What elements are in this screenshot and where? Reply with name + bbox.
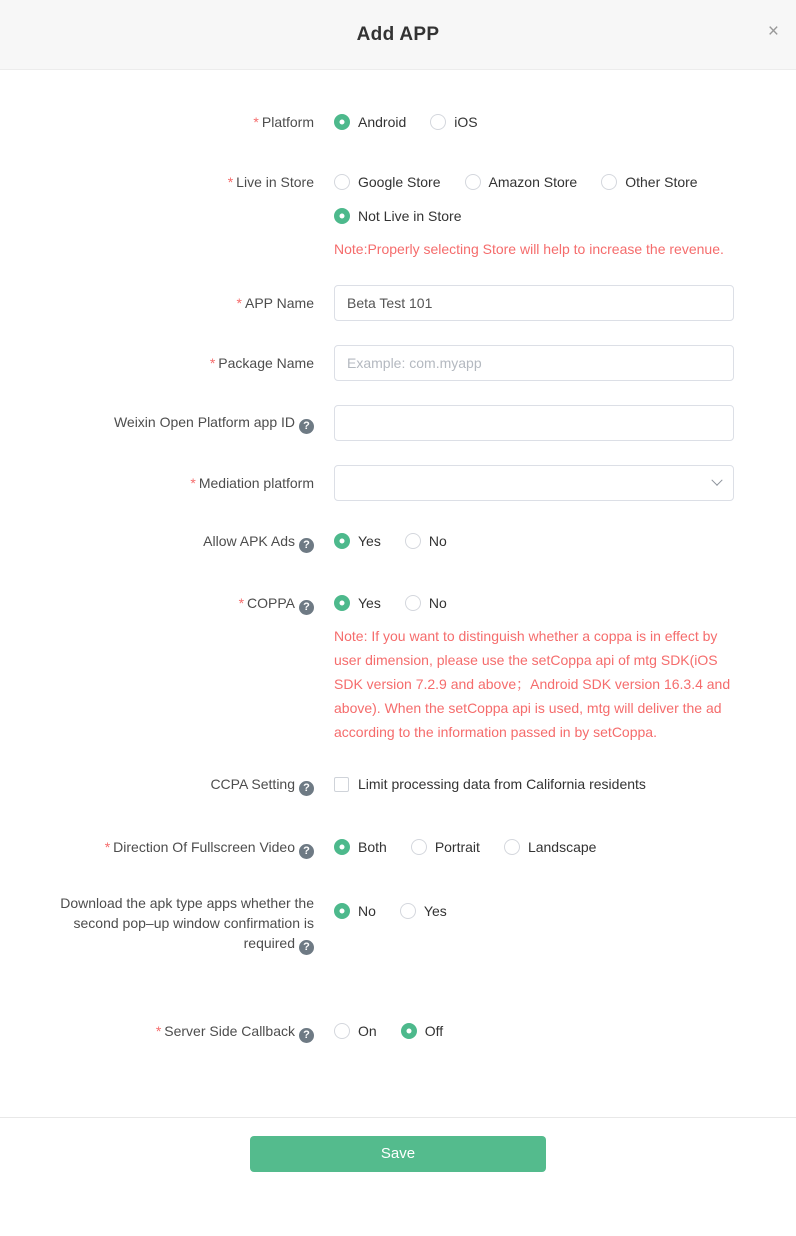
help-icon[interactable]: ? — [299, 1028, 314, 1043]
checkbox-unchecked-icon — [334, 777, 349, 792]
field-row-platform — [0, 112, 796, 132]
radio-label: Not Live in Store — [358, 208, 462, 224]
ccpa-checkbox[interactable] — [334, 774, 646, 794]
radio-label: Amazon Store — [488, 174, 578, 190]
radio-label: Google Store — [358, 174, 441, 190]
field-row-weixin-app-id — [0, 405, 796, 441]
mediation-platform-label — [0, 473, 314, 493]
radio-unchecked-icon — [411, 839, 427, 855]
coppa-radio-group — [334, 593, 754, 613]
radio-label: No — [428, 533, 447, 549]
field-label: APP Name — [245, 295, 314, 311]
field-label: Download the apk type apps whether the second pop–up window confirmation is required — [60, 894, 314, 951]
field-row-app-name — [0, 285, 796, 321]
modal-title: Add APP — [356, 23, 440, 45]
radio-unchecked-icon — [334, 1023, 350, 1039]
platform-control — [334, 112, 754, 132]
radio-unchecked-icon — [465, 174, 481, 190]
help-icon[interactable]: ? — [299, 781, 314, 796]
radio-label: Yes — [358, 533, 381, 549]
radio-unchecked-icon — [400, 903, 416, 919]
radio-checked-icon — [334, 839, 350, 855]
mediation-platform-select[interactable] — [334, 465, 734, 501]
close-icon[interactable]: × — [767, 21, 779, 42]
server-callback-radio-group — [334, 1021, 754, 1041]
radio-label: Off — [424, 1022, 444, 1039]
radio-other-store[interactable] — [601, 172, 697, 192]
radio-checked-icon — [334, 903, 350, 919]
radio-direction-portrait[interactable] — [411, 837, 480, 857]
field-label: Allow APK Ads — [203, 533, 295, 549]
save-button[interactable]: Save — [250, 1136, 546, 1172]
radio-label: Android — [358, 114, 407, 130]
weixin-app-id-control — [334, 405, 754, 441]
radio-server-callback-off[interactable] — [401, 1021, 443, 1041]
radio-apk-confirm-yes[interactable] — [400, 901, 447, 921]
field-label: Platform — [261, 114, 314, 130]
allow-apk-ads-radio-group — [334, 531, 754, 551]
radio-direction-landscape[interactable] — [504, 837, 597, 857]
required-asterisk: * — [190, 475, 196, 491]
field-row-coppa — [0, 593, 796, 744]
radio-google-store[interactable] — [334, 172, 441, 192]
radio-coppa-yes[interactable] — [334, 593, 381, 613]
radio-coppa-no[interactable] — [405, 593, 447, 613]
required-asterisk: * — [238, 595, 245, 611]
package-name-control — [334, 345, 754, 381]
radio-not-live-in-store[interactable] — [334, 206, 462, 226]
allow-apk-ads-control — [334, 531, 754, 551]
radio-amazon-store[interactable] — [465, 172, 578, 192]
ccpa-setting-control — [334, 774, 754, 797]
app-name-input[interactable] — [334, 285, 734, 321]
required-asterisk: * — [155, 1022, 162, 1039]
live-in-store-label — [0, 172, 314, 192]
radio-unchecked-icon — [334, 174, 350, 190]
radio-unchecked-icon — [430, 114, 446, 130]
package-name-input[interactable] — [334, 345, 734, 381]
help-icon[interactable]: ? — [299, 940, 314, 955]
radio-label: Landscape — [527, 838, 597, 855]
field-label: Live in Store — [236, 174, 314, 190]
modal-footer — [0, 1117, 796, 1200]
radio-label: No — [358, 902, 376, 919]
direction-label — [0, 837, 314, 859]
store-note: Note:Properly selecting Store will help to increase the revenue. — [334, 241, 724, 257]
radio-unchecked-icon — [405, 595, 421, 611]
coppa-note: Note: If you want to distinguish whether a coppa is in effect by user dimension, please use the setCoppa api of mtg SDK(iOS SDK version 7.2.9 and above；Android SDK version 16.3.4 and above). When the setCoppa api is used, mtg will deliver the ad according to the information passed in by setCoppa. — [334, 628, 731, 740]
radio-allow-apk-no[interactable] — [405, 531, 447, 551]
required-asterisk: * — [236, 295, 242, 311]
radio-label: Both — [358, 838, 387, 855]
radio-label: iOS — [454, 114, 478, 130]
help-icon[interactable]: ? — [299, 844, 314, 859]
platform-label — [0, 112, 314, 132]
package-name-label — [0, 353, 314, 373]
app-name-control — [334, 285, 754, 321]
app-name-label — [0, 293, 314, 313]
field-row-package-name — [0, 345, 796, 381]
direction-radio-group — [334, 837, 754, 857]
required-asterisk: * — [209, 355, 216, 371]
radio-android[interactable] — [334, 112, 406, 132]
help-icon[interactable]: ? — [299, 538, 314, 553]
field-label: Server Side Callback — [164, 1022, 295, 1039]
coppa-control — [334, 593, 754, 744]
radio-label: Portrait — [434, 838, 480, 855]
field-label: Direction Of Fullscreen Video — [113, 838, 295, 855]
radio-apk-confirm-no[interactable] — [334, 901, 376, 921]
help-icon[interactable]: ? — [299, 600, 314, 615]
radio-checked-icon — [334, 595, 350, 611]
field-label: Package Name — [218, 355, 314, 371]
field-row-server-callback — [0, 1021, 796, 1043]
weixin-app-id-input[interactable] — [334, 405, 734, 441]
field-row-mediation-platform — [0, 465, 796, 501]
mediation-platform-control — [334, 465, 754, 501]
required-asterisk: * — [227, 174, 234, 190]
field-row-ccpa-setting — [0, 774, 796, 797]
help-icon[interactable]: ? — [299, 419, 314, 434]
radio-direction-both[interactable] — [334, 837, 387, 857]
radio-checked-icon — [334, 208, 350, 224]
radio-ios[interactable] — [430, 112, 477, 132]
platform-radio-group — [334, 112, 754, 132]
radio-checked-icon — [401, 1023, 417, 1039]
server-callback-label — [0, 1021, 314, 1043]
required-asterisk: * — [253, 114, 259, 130]
live-in-store-control — [334, 172, 754, 261]
store-radio-group-row2 — [334, 206, 754, 226]
radio-label: Yes — [423, 902, 447, 919]
radio-label: On — [358, 1022, 377, 1039]
chevron-down-icon — [711, 475, 722, 486]
modal-header — [0, 0, 796, 70]
apk-confirm-control — [334, 893, 754, 921]
apk-confirm-label — [0, 893, 314, 955]
weixin-app-id-label — [0, 412, 314, 434]
field-row-allow-apk-ads — [0, 531, 796, 553]
field-row-apk-confirm — [0, 893, 796, 955]
coppa-label — [0, 593, 314, 615]
radio-allow-apk-yes[interactable] — [334, 531, 381, 551]
radio-label: Yes — [358, 595, 381, 611]
allow-apk-ads-label — [0, 531, 314, 553]
add-app-form — [0, 70, 796, 1117]
server-callback-control — [334, 1021, 754, 1041]
field-label: Weixin Open Platform app ID — [113, 414, 295, 430]
direction-control — [334, 837, 754, 857]
field-label: CCPA Setting — [210, 776, 295, 792]
radio-label: No — [428, 595, 447, 611]
radio-server-callback-on[interactable] — [334, 1021, 377, 1041]
radio-checked-icon — [334, 533, 350, 549]
field-row-live-in-store — [0, 172, 796, 261]
radio-unchecked-icon — [405, 533, 421, 549]
checkbox-label: Limit processing data from California residents — [358, 776, 646, 792]
radio-unchecked-icon — [504, 839, 520, 855]
field-label: COPPA — [247, 595, 295, 611]
field-label: Mediation platform — [198, 475, 314, 491]
store-radio-group-row1 — [334, 172, 754, 192]
radio-label: Other Store — [625, 174, 698, 190]
field-row-direction — [0, 837, 796, 859]
apk-confirm-radio-group — [334, 901, 754, 921]
radio-unchecked-icon — [601, 174, 617, 190]
ccpa-setting-label — [0, 774, 314, 796]
radio-checked-icon — [334, 114, 350, 130]
required-asterisk: * — [104, 838, 111, 855]
